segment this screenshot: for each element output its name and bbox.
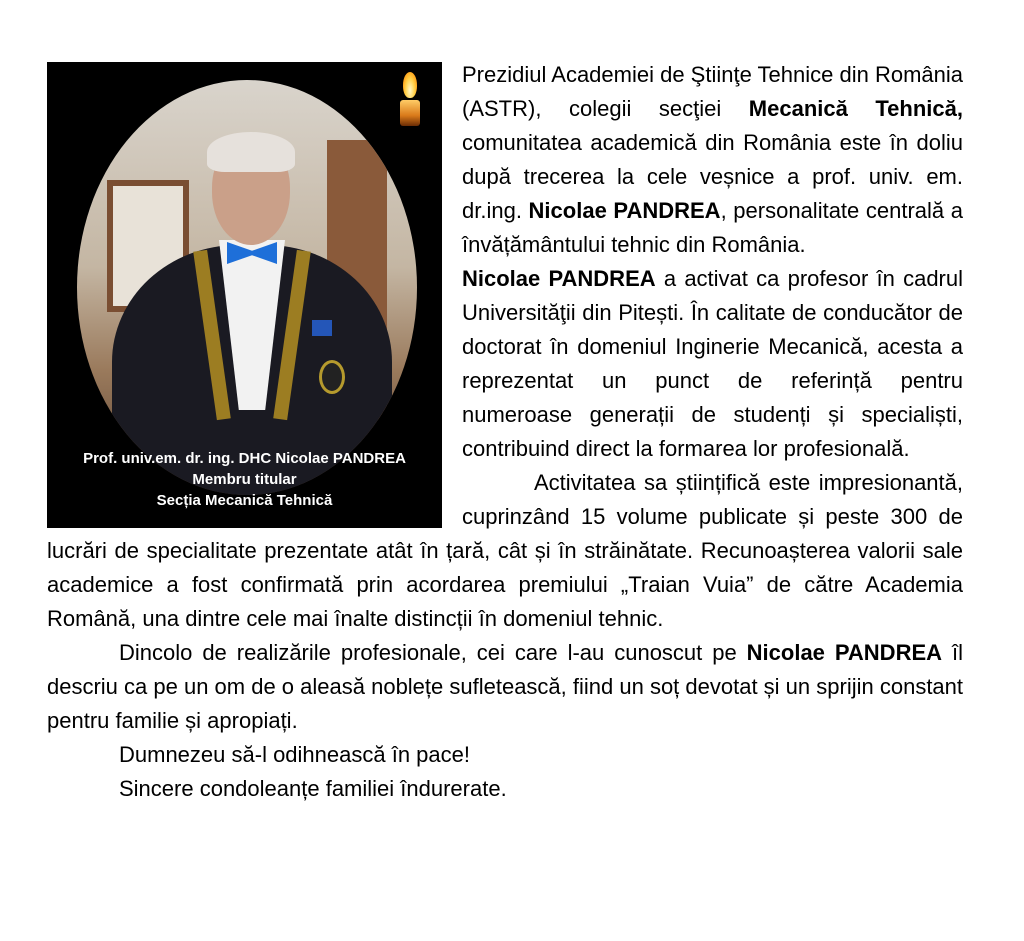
caption-line-3: Secția Mecanică Tehnică	[156, 492, 333, 509]
candle-flame-icon	[403, 72, 417, 98]
text: Prezidiul Academiei de Ştiinţe Tehnice din România (ASTR), colegii secţiei	[462, 62, 963, 121]
pocket-square	[312, 320, 332, 336]
text: Activitatea sa științifică este impresionantă, cuprinzând 15 volume publicate și peste 300 de lucrări de specialitate prezentate atât în țară, cât și în străinătate. Recunoașterea valorii sale academice a fost confirmată prin acordarea premiului „Traian Vuia” de către Academia Română, una dintre cele mai înalte distincții în domeniul tehnic.	[47, 470, 963, 631]
text: Dincolo de realizările profesionale, cei care l-au cunoscut pe	[119, 640, 747, 665]
caption-line-1: Prof. univ.em. dr. ing. DHC Nicolae PANDREA	[83, 450, 406, 467]
obituary-document	[47, 58, 963, 806]
person-name: Nicolae PANDREA	[746, 640, 943, 665]
caption-line-2: Membru titular	[192, 471, 297, 488]
portrait-image	[77, 80, 417, 495]
text: a activat ca profesor în cadrul Universităţii din Pitești. În calitate de conducător de doctorat în domeniul Inginerie Mecanică, acesta a reprezentat un punct de referință pentru numeroase generații de studenți și specialiști, contribuind direct la formarea lor profesională.	[462, 266, 963, 461]
paragraph-condolences	[47, 772, 963, 806]
text: Dumnezeu să-l odihnească în pace!	[119, 742, 470, 767]
text: , personalitate centrală a învățământului tehnic din România.	[462, 198, 963, 257]
person-name: Nicolae PANDREA	[462, 266, 656, 291]
section-name: Mecanică Tehnică,	[748, 96, 963, 121]
text: îl descriu ca pe un om de o aleasă noblețe sufletească, fiind un soț devotat și un sprijin constant pentru familie și apropiați.	[47, 640, 964, 733]
paragraph-prayer	[47, 738, 963, 772]
academy-badge	[319, 360, 345, 394]
text: Sincere condoleanțe familiei îndurerate.	[119, 776, 507, 801]
person-name: Nicolae PANDREA	[528, 198, 721, 223]
hair	[207, 132, 295, 172]
paragraph-personal	[47, 636, 963, 738]
photo-caption	[47, 448, 442, 511]
text: comunitatea academică din România este în doliu după trecerea la cele veșnice a prof. univ. em. dr.ing.	[462, 130, 963, 223]
candle-icon	[400, 100, 420, 126]
memorial-photo	[47, 62, 442, 528]
